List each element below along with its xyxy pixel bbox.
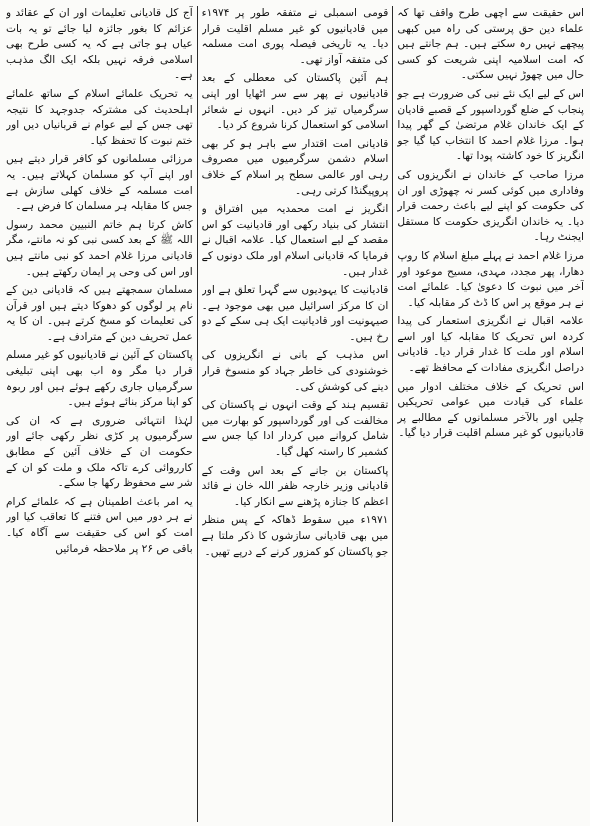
paragraph: یہ امر باعث اطمینان ہے کہ علمائے کرام نے ہر دور میں اس فتنے کا تعاقب کیا اور امت کو اس کی حقیقت سے آگاہ کیا۔ باقی ص ۲۶ پر ملاحظہ فرمائیں [5,495,193,555]
column-divider [197,6,198,822]
paragraph: کاش کرتا ہم خاتم النبیین محمد رسول اللہ ﷺ کے بعد کسی نبی کو نہ مانتے، مگر قادیانی مرزا غلام احمد کو نبی مانتے ہیں اور اس کی وحی پر ایمان رکھتے ہیں۔ [5,218,193,278]
column-middle [202,6,389,822]
paragraph: اس تحریک کے خلاف مختلف ادوار میں علماء کی قیادت میں عوامی تحریکیں چلیں اور بالآخر مسلمانوں کے مطالبے پر قادیانیوں کو غیر مسلم اقلیت قرار دیا گیا۔ [397,380,584,440]
paragraph: یہ تحریک علمائے اسلام کے ساتھ علمائے اہلحدیث کی مشترکہ جدوجہد کا نتیجہ تھی جس کے لیے عوام نے قربانیاں دیں اور ختم نبوت کا تحفظ کیا۔ [5,87,193,147]
paragraph: پاکستان بن جانے کے بعد اس وقت کے قادیانی وزیر خارجہ ظفر اللہ خان نے قائد اعظم کا جنازہ پڑھنے سے انکار کیا۔ [201,464,389,508]
paragraph: ۱۹۷۱ء میں سقوط ڈھاکہ کے پس منظر میں بھی قادیانی سازشوں کا ذکر ملتا ہے جو پاکستان کو کمزور کرنے کے درپے تھیں۔ [201,514,389,558]
paragraph: مرزائی مسلمانوں کو کافر قرار دیتے ہیں اور اپنے آپ کو مسلمان کہلاتے ہیں۔ یہ امت مسلمہ کے خلاف کھلی سازش ہے جس کا مقابلہ ہر مسلمان کا فرض ہے۔ [5,153,193,213]
paragraph: علامہ اقبال نے انگریزی استعمار کی پیدا کردہ اس تحریک کا مقابلہ کیا اور اسے اسلام اور ملت کا غدار قرار دیا۔ قادیانی دراصل انگریزی مفادات کے محافظ تھے۔ [397,315,584,375]
paragraph: انگریز نے امت محمدیہ میں افتراق و انتشار کی بنیاد رکھی اور قادیانیت کو اس مقصد کے لیے استعمال کیا۔ علامہ اقبال نے فرمایا کہ قادیانی اسلام اور ملک دونوں کے غدار ہیں۔ [201,203,389,278]
column-divider [392,6,393,822]
paragraph: مرزا غلام احمد نے پہلے مبلغ اسلام کا روپ دھارا، پھر مجدد، مہدی، مسیح موعود اور آخر میں نبوت کا دعویٰ کیا۔ علمائے امت نے ہر موقع پر اس کا ڈٹ کر مقابلہ کیا۔ [397,249,584,309]
paragraph: اس مذہب کے بانی نے انگریزوں کی خوشنودی کی خاطر جہاد کو منسوخ قرار دینے کی کوشش کی۔ [201,349,389,393]
paragraph: پاکستان کے آئین نے قادیانیوں کو غیر مسلم قرار دیا مگر وہ اب بھی اپنی تبلیغی سرگرمیاں جاری رکھے ہوئے ہیں اور ربوہ کو اپنا مرکز بنائے ہوئے ہیں۔ [5,349,193,409]
column-right [397,6,584,822]
column-left [6,6,193,822]
paragraph: مرزا صاحب کے خاندان نے انگریزوں کی وفاداری میں کوئی کسر نہ چھوڑی اور ان کی حکومت کو اپنے لیے باعث رحمت قرار دیا۔ یہ خاندان انگریزی حکومت کا مستقل ایجنٹ رہا۔ [397,168,584,244]
paragraph: قومی اسمبلی نے متفقہ طور پر ۱۹۷۴ء میں قادیانیوں کو غیر مسلم اقلیت قرار دیا۔ یہ تاریخی فیصلہ پوری امت مسلمہ کی متفقہ آواز تھی۔ [201,7,389,66]
paragraph: قادیانی امت اقتدار سے باہر ہو کر بھی اسلام دشمن سرگرمیوں میں مصروف رہی اور عالمی سطح پر اسلام کے خلاف پروپیگنڈا کرتی رہی۔ [201,137,389,197]
paragraph: قادیانیت کا یہودیوں سے گہرا تعلق ہے اور ان کا مرکز اسرائیل میں بھی موجود ہے۔ صیہونیت اور قادیانیت ایک ہی سکے کے دو رخ ہیں۔ [201,284,389,343]
paragraph: لہٰذا انتہائی ضروری ہے کہ ان کی سرگرمیوں پر کڑی نظر رکھی جائے اور حکومت ان کے خلاف آئین کے مطابق کارروائی کرے تاکہ ملک و ملت کو ان کے شر سے محفوظ رکھا جا سکے۔ [5,414,193,490]
paragraph: مسلمان سمجھتے ہیں کہ قادیانی دین کے نام پر لوگوں کو دھوکا دیتے ہیں اور قرآن کی تعلیمات کو مسخ کرتے ہیں۔ ان کا یہ عمل تحریف دین کے مترادف ہے۔ [5,284,193,343]
paragraph: ہم آئین پاکستان کی معطلی کے بعد قادیانیوں نے پھر سے سر اٹھایا اور اپنی سرگرمیاں تیز کر دیں۔ انہوں نے شعائر اسلامی کو استعمال کرنا شروع کر دیا۔ [201,72,389,132]
paragraph: اس حقیقت سے اچھی طرح واقف تھا کہ علماء دین حق پرستی کی راہ میں کبھی پیچھے نہیں رہ سکتے ہیں۔ ہم جانتے ہیں کہ امت اسلامیہ اپنی شریعت کو کسی حال میں چھوڑ نہیں سکتی۔ [397,7,584,82]
paragraph: آج کل قادیانی تعلیمات اور ان کے عقائد و عزائم کا بغور جائزہ لیا جائے تو یہ بات عیاں ہو جاتی ہے کہ یہ کسی طرح بھی اسلامی فرقہ نہیں بلکہ ایک الگ مذہب ہے۔ [5,7,193,82]
paragraph: اس کے لیے ایک نئے نبی کی ضرورت ہے جو پنجاب کے ضلع گورداسپور کے قصبے قادیان کے ایک خاندان غلام مرتضیٰ کے گھر پیدا ہوا۔ مرزا غلام احمد کا انتخاب کیا گیا جو انگریز کا خود کاشتہ پودا تھا۔ [397,87,584,163]
paragraph: تقسیم ہند کے وقت انہوں نے پاکستان کی مخالفت کی اور گورداسپور کو بھارت میں شامل کروانے میں کردار ادا کیا جس سے کشمیر کا راستہ کھل گیا۔ [201,399,389,459]
